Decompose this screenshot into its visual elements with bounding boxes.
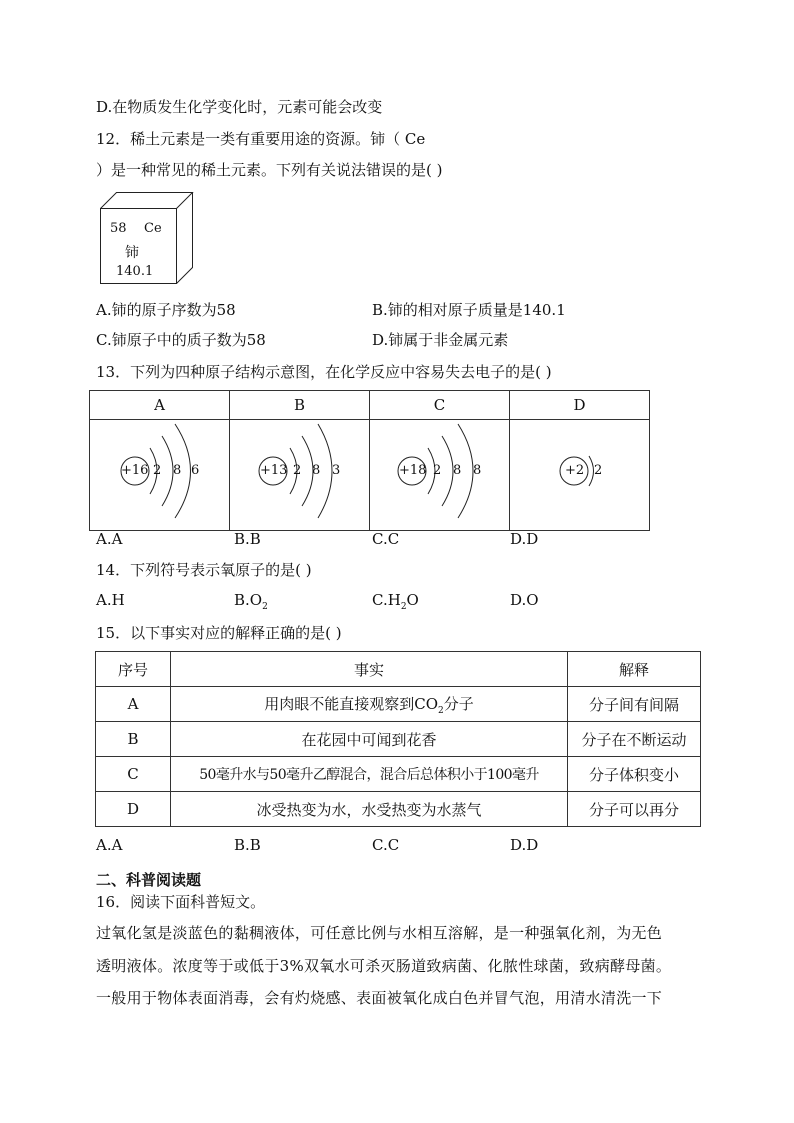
row-id: B xyxy=(96,722,171,757)
q13-option-a: A.A xyxy=(96,530,123,548)
element-card-cerium xyxy=(100,192,194,284)
q12-option-c: C.铈原子中的质子数为58 xyxy=(96,331,266,349)
shell-3-count: 3 xyxy=(332,463,341,478)
nucleus-charge: +2 xyxy=(565,463,585,478)
q12-option-a: A.铈的原子序数为58 xyxy=(96,301,236,319)
q13-option-c: C.C xyxy=(372,530,400,548)
q15-option-d: D.D xyxy=(510,836,539,854)
nucleus-charge: +16 xyxy=(121,463,149,478)
q15-option-b: B.B xyxy=(234,836,261,854)
atomic-number: 58 xyxy=(110,221,127,236)
shell-3-count: 8 xyxy=(473,463,482,478)
q11-option-d: D.在物质发生化学变化时，元素可能会改变 xyxy=(96,98,383,116)
table-row xyxy=(96,687,701,722)
header-index: 序号 xyxy=(96,652,171,687)
q12-stem-line2: ）是一种常见的稀土元素。下列有关说法错误的是( ) xyxy=(96,161,443,179)
q14-option-d: D.O xyxy=(510,591,539,609)
q12-option-d: D.铈属于非金属元素 xyxy=(372,331,509,349)
row-fact: 用肉眼不能直接观察到$CO_2$分子 xyxy=(171,687,568,722)
row-id: D xyxy=(96,792,171,827)
nucleus-charge: +18 xyxy=(399,463,427,478)
q16-stem: 16．阅读下面科普短文。 xyxy=(96,893,266,911)
paragraph-line-2: 透明液体。浓度等于或低于3%双氧水可杀灭肠道致病菌、化脓性球菌，致病酵母菌。 xyxy=(96,957,672,975)
atomic-mass: 140.1 xyxy=(116,264,154,279)
atom-diagram-c xyxy=(370,420,510,531)
element-symbol: Ce xyxy=(144,221,162,236)
q13-option-d: D.D xyxy=(510,530,539,548)
shell-1-count: 2 xyxy=(153,463,162,478)
atom-header-b: B xyxy=(230,391,370,420)
table-row xyxy=(96,722,701,757)
shell-3-count: 6 xyxy=(191,463,200,478)
row-fact: 在花园中可闻到花香 xyxy=(171,722,568,757)
paragraph-line-3: 一般用于物体表面消毒，会有灼烧感、表面被氧化成白色并冒气泡，用清水清洗一下 xyxy=(96,989,663,1007)
row-fact: 冰受热变为水，水受热变为水蒸气 xyxy=(171,792,568,827)
row-id: C xyxy=(96,757,171,792)
q14-option-a: A.H xyxy=(96,591,125,609)
q12-stem-line1: 12．稀土元素是一类有重要用途的资源。铈（ Ce xyxy=(96,130,426,148)
shell-2-count: 8 xyxy=(453,463,462,478)
q14-option-b: $B.O_2$ xyxy=(234,591,268,612)
facts-table xyxy=(95,651,701,827)
row-fact: 50毫升水与50毫升乙醇混合，混合后总体积小于100毫升 xyxy=(171,757,568,792)
row-explanation: 分子间有间隔 xyxy=(568,687,701,722)
shell-1-count: 2 xyxy=(594,463,603,478)
shell-2-count: 8 xyxy=(312,463,321,478)
table-row xyxy=(96,792,701,827)
row-explanation: 分子体积变小 xyxy=(568,757,701,792)
atom-header-d: D xyxy=(510,391,650,420)
atom-diagram-b xyxy=(230,420,370,531)
row-explanation: 分子在不断运动 xyxy=(568,722,701,757)
q12-option-b: B.铈的相对原子质量是140.1 xyxy=(372,301,566,319)
atom-structure-table xyxy=(89,390,650,531)
header-explanation: 解释 xyxy=(568,652,701,687)
row-id: A xyxy=(96,687,171,722)
row-explanation: 分子可以再分 xyxy=(568,792,701,827)
atom-header-a: A xyxy=(90,391,230,420)
q15-stem: 15．以下事实对应的解释正确的是( ) xyxy=(96,624,342,642)
q15-option-c: C.C xyxy=(372,836,400,854)
q13-option-b: B.B xyxy=(234,530,261,548)
q14-stem: 14．下列符号表示氧原子的是( ) xyxy=(96,561,312,579)
header-fact: 事实 xyxy=(171,652,568,687)
atom-diagram-d xyxy=(510,420,650,531)
q14-option-c: $C.H_2O$ xyxy=(372,591,419,612)
table-row xyxy=(96,757,701,792)
shell-1-count: 2 xyxy=(433,463,442,478)
shell-1-count: 2 xyxy=(293,463,302,478)
q15-option-a: A.A xyxy=(96,836,123,854)
atom-diagram-a xyxy=(90,420,230,531)
nucleus-charge: +13 xyxy=(260,463,288,478)
element-name: 铈 xyxy=(125,245,139,261)
paragraph-line-1: 过氧化氢是淡蓝色的黏稠液体，可任意比例与水相互溶解，是一种强氧化剂，为无色 xyxy=(96,924,663,942)
section-heading: 二、科普阅读题 xyxy=(96,871,202,889)
shell-2-count: 8 xyxy=(173,463,182,478)
q13-stem: 13．下列为四种原子结构示意图，在化学反应中容易失去电子的是( ) xyxy=(96,363,552,381)
atom-header-c: C xyxy=(370,391,510,420)
